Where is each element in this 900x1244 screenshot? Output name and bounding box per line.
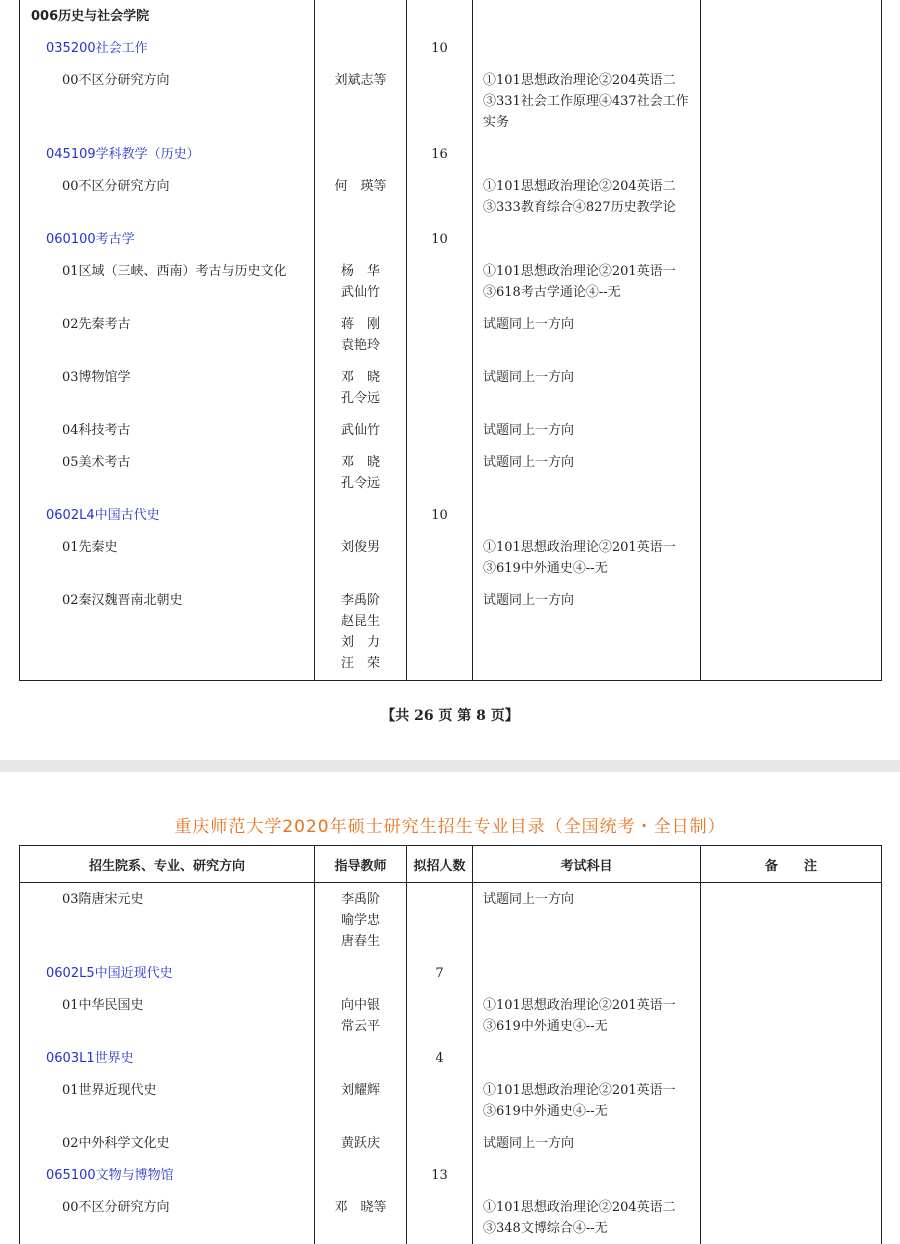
exam-subjects-cell bbox=[473, 308, 701, 361]
catalog-title: 重庆师范大学2020年硕士研究生招生专业目录（全国统考・全日制） bbox=[174, 817, 726, 837]
major-name: 0603L1世界史 bbox=[46, 1051, 134, 1066]
direction-name-cell bbox=[20, 64, 315, 138]
supervisor-names: 邓 晓 孔令远 bbox=[340, 370, 380, 406]
remarks-cell bbox=[701, 883, 882, 958]
remarks bbox=[701, 32, 881, 43]
remarks bbox=[701, 1042, 881, 1053]
planned-enrollment-cell bbox=[407, 308, 473, 361]
direction-name-cell bbox=[20, 883, 315, 958]
exam-subjects-cell bbox=[473, 138, 701, 170]
remarks-cell bbox=[701, 0, 882, 32]
exam-subjects-cell bbox=[473, 1159, 701, 1191]
planned-enrollment bbox=[407, 1074, 472, 1085]
supervisor-names: 刘斌志等 bbox=[334, 73, 387, 88]
exam-subjects-cell bbox=[473, 223, 701, 255]
supervisor-names: 何 瑛等 bbox=[334, 179, 387, 194]
remarks-cell bbox=[701, 32, 882, 64]
planned-enrollment-cell bbox=[407, 64, 473, 138]
direction-row bbox=[20, 308, 882, 361]
direction-row bbox=[20, 414, 882, 446]
remarks bbox=[701, 883, 881, 894]
major-row bbox=[20, 1159, 882, 1191]
exam-subjects-cell bbox=[473, 531, 701, 584]
direction-row bbox=[20, 989, 882, 1042]
department-row bbox=[20, 0, 882, 32]
major-name-cell bbox=[20, 223, 315, 255]
direction-row bbox=[20, 170, 882, 223]
header-remarks: 备 注 bbox=[701, 846, 882, 883]
supervisor-names: 邓 晓 孔令远 bbox=[340, 455, 380, 491]
remarks-cell bbox=[701, 1074, 882, 1127]
remarks-cell bbox=[701, 531, 882, 584]
planned-enrollment-cell bbox=[407, 499, 473, 531]
remarks bbox=[701, 170, 881, 181]
remarks bbox=[701, 989, 881, 1000]
direction-name-cell bbox=[20, 361, 315, 414]
exam-subjects-cell bbox=[473, 446, 701, 499]
remarks bbox=[701, 308, 881, 319]
direction-name: 01世界近现代史 bbox=[62, 1083, 157, 1098]
remarks bbox=[701, 0, 881, 11]
remarks-cell bbox=[701, 989, 882, 1042]
major-name-cell bbox=[20, 32, 315, 64]
planned-enrollment-cell bbox=[407, 989, 473, 1042]
exam-subjects bbox=[473, 223, 700, 234]
direction-name-cell bbox=[20, 446, 315, 499]
remarks bbox=[701, 1191, 881, 1202]
remarks-cell bbox=[701, 446, 882, 499]
remarks-cell bbox=[701, 308, 882, 361]
supervisor-names: 向中银 常云平 bbox=[340, 998, 380, 1034]
exam-subjects: ①101思想政治理论②201英语一③619中外通史④--无 bbox=[483, 1083, 676, 1119]
supervisor-names-cell bbox=[315, 1159, 407, 1191]
direction-row bbox=[20, 584, 882, 681]
supervisor-names: 刘耀辉 bbox=[340, 1083, 380, 1098]
department-name-cell bbox=[20, 0, 315, 32]
planned-enrollment-cell bbox=[407, 414, 473, 446]
exam-subjects-cell bbox=[473, 1127, 701, 1159]
exam-subjects bbox=[473, 957, 700, 968]
planned-enrollment-cell bbox=[407, 531, 473, 584]
direction-row bbox=[20, 64, 882, 138]
planned-enrollment bbox=[407, 584, 472, 596]
exam-subjects: ①101思想政治理论②201英语一③619中外通史④--无 bbox=[483, 540, 676, 576]
major-name: 060100考古学 bbox=[46, 232, 135, 247]
exam-subjects-cell bbox=[473, 255, 701, 308]
exam-subjects: ①101思想政治理论②204英语二③331社会工作原理④437社会工作实务 bbox=[483, 73, 689, 130]
remarks-cell bbox=[701, 170, 882, 223]
supervisor-names-cell bbox=[315, 531, 407, 584]
remarks-cell bbox=[701, 361, 882, 414]
exam-subjects bbox=[473, 499, 700, 510]
supervisor-names-cell bbox=[315, 0, 407, 32]
planned-enrollment bbox=[407, 531, 472, 542]
department-name: 006历史与社会学院 bbox=[31, 9, 150, 24]
direction-name: 01先秦史 bbox=[62, 540, 118, 555]
supervisor-names-cell bbox=[315, 223, 407, 255]
direction-name: 01中华民国史 bbox=[62, 998, 144, 1013]
direction-row bbox=[20, 361, 882, 414]
header-supervisor: 指导教师 bbox=[315, 846, 407, 883]
major-name: 0602L5中国近现代史 bbox=[46, 966, 173, 981]
major-name: 035200社会工作 bbox=[46, 41, 148, 56]
remarks-cell bbox=[701, 414, 882, 446]
exam-subjects: 试题同上一方向 bbox=[483, 423, 575, 438]
exam-subjects: ①101思想政治理论②201英语一③619中外通史④--无 bbox=[483, 998, 676, 1034]
planned-enrollment bbox=[407, 361, 472, 372]
exam-subjects: 试题同上一方向 bbox=[483, 370, 575, 385]
direction-row bbox=[20, 1191, 882, 1244]
major-name-cell bbox=[20, 1042, 315, 1074]
planned-enrollment-cell bbox=[407, 0, 473, 32]
supervisor-names: 武仙竹 bbox=[340, 423, 380, 438]
planned-enrollment bbox=[407, 0, 472, 11]
exam-subjects-cell bbox=[473, 1042, 701, 1074]
catalog-page-9 bbox=[0, 772, 900, 1244]
direction-name-cell bbox=[20, 308, 315, 361]
planned-enrollment bbox=[407, 1127, 472, 1138]
exam-subjects-cell bbox=[473, 414, 701, 446]
direction-name: 00不区分研究方向 bbox=[62, 1200, 170, 1215]
supervisor-names-cell bbox=[315, 1127, 407, 1159]
supervisor-names-cell bbox=[315, 1074, 407, 1127]
exam-subjects: 试题同上一方向 bbox=[483, 1136, 575, 1151]
exam-subjects-cell bbox=[473, 0, 701, 32]
exam-subjects bbox=[473, 138, 700, 149]
direction-row bbox=[20, 1127, 882, 1159]
header-exam-subjects: 考试科目 bbox=[473, 846, 701, 883]
exam-subjects bbox=[473, 0, 700, 11]
direction-name-cell bbox=[20, 170, 315, 223]
direction-name-cell bbox=[20, 255, 315, 308]
planned-enrollment bbox=[407, 64, 472, 75]
remarks-cell bbox=[701, 255, 882, 308]
exam-subjects: 试题同上一方向 bbox=[483, 892, 575, 907]
direction-name: 03博物馆学 bbox=[62, 370, 131, 385]
remarks bbox=[701, 584, 881, 596]
major-name-cell bbox=[20, 1159, 315, 1191]
supervisor-names bbox=[315, 0, 406, 11]
planned-enrollment-cell bbox=[407, 1074, 473, 1127]
exam-subjects-cell bbox=[473, 1191, 701, 1244]
supervisor-names-cell bbox=[315, 64, 407, 138]
page-indicator: 【共 26 页 第 8 页】 bbox=[381, 708, 519, 724]
planned-enrollment-cell bbox=[407, 1159, 473, 1191]
planned-enrollment: 16 bbox=[431, 147, 448, 162]
remarks-cell bbox=[701, 499, 882, 531]
planned-enrollment-cell bbox=[407, 255, 473, 308]
planned-enrollment bbox=[407, 308, 472, 319]
remarks bbox=[701, 414, 881, 425]
supervisor-names bbox=[315, 32, 406, 43]
planned-enrollment-cell bbox=[407, 1191, 473, 1244]
planned-enrollment-cell bbox=[407, 584, 473, 681]
planned-enrollment: 13 bbox=[431, 1168, 448, 1183]
direction-name: 03隋唐宋元史 bbox=[62, 892, 144, 907]
planned-enrollment bbox=[407, 1191, 472, 1202]
direction-name: 00不区分研究方向 bbox=[62, 179, 170, 194]
remarks-cell bbox=[701, 584, 882, 681]
major-name-cell bbox=[20, 138, 315, 170]
exam-subjects-cell bbox=[473, 1074, 701, 1127]
exam-subjects bbox=[473, 1159, 700, 1170]
exam-subjects: ①101思想政治理论②204英语二③333教育综合④827历史教学论 bbox=[483, 179, 676, 215]
remarks bbox=[701, 446, 881, 457]
direction-name: 00不区分研究方向 bbox=[62, 73, 170, 88]
supervisor-names bbox=[315, 223, 406, 234]
remarks bbox=[701, 64, 881, 75]
exam-subjects: 试题同上一方向 bbox=[483, 455, 575, 470]
direction-name-cell bbox=[20, 531, 315, 584]
supervisor-names-cell bbox=[315, 584, 407, 681]
remarks-cell bbox=[701, 1159, 882, 1191]
supervisor-names-cell bbox=[315, 308, 407, 361]
exam-subjects-cell bbox=[473, 957, 701, 989]
planned-enrollment-cell bbox=[407, 883, 473, 958]
direction-row bbox=[20, 255, 882, 308]
supervisor-names bbox=[315, 499, 406, 510]
header-planned-enrollment: 拟招人数 bbox=[407, 846, 473, 883]
planned-enrollment-cell bbox=[407, 223, 473, 255]
supervisor-names-cell bbox=[315, 414, 407, 446]
major-name: 0602L4中国古代史 bbox=[46, 508, 160, 523]
exam-subjects-cell bbox=[473, 170, 701, 223]
exam-subjects-cell bbox=[473, 989, 701, 1042]
remarks-cell bbox=[701, 1191, 882, 1244]
direction-name-cell bbox=[20, 1074, 315, 1127]
planned-enrollment bbox=[407, 883, 472, 894]
supervisor-names bbox=[315, 957, 406, 968]
exam-subjects-cell bbox=[473, 499, 701, 531]
planned-enrollment: 10 bbox=[431, 232, 448, 247]
remarks-cell bbox=[701, 957, 882, 989]
exam-subjects-cell bbox=[473, 64, 701, 138]
direction-name: 01区域（三峡、西南）考古与历史文化 bbox=[62, 264, 287, 279]
supervisor-names-cell bbox=[315, 255, 407, 308]
supervisor-names-cell bbox=[315, 989, 407, 1042]
major-name: 065100文物与博物馆 bbox=[46, 1168, 174, 1183]
remarks-cell bbox=[701, 1127, 882, 1159]
planned-enrollment bbox=[407, 989, 472, 1000]
major-row bbox=[20, 32, 882, 64]
remarks bbox=[701, 138, 881, 149]
remarks-cell bbox=[701, 64, 882, 138]
remarks bbox=[701, 223, 881, 234]
supervisor-names-cell bbox=[315, 170, 407, 223]
direction-row bbox=[20, 883, 882, 958]
major-name: 045109学科教学（历史） bbox=[46, 147, 200, 162]
planned-enrollment: 7 bbox=[435, 966, 444, 981]
direction-name-cell bbox=[20, 584, 315, 681]
planned-enrollment: 4 bbox=[435, 1051, 444, 1066]
planned-enrollment-cell bbox=[407, 446, 473, 499]
planned-enrollment bbox=[407, 414, 472, 425]
supervisor-names: 黄跃庆 bbox=[340, 1136, 380, 1151]
direction-name: 02先秦考古 bbox=[62, 317, 131, 332]
supervisor-names-cell bbox=[315, 499, 407, 531]
direction-name: 04科技考古 bbox=[62, 423, 131, 438]
planned-enrollment-cell bbox=[407, 32, 473, 64]
exam-subjects-cell bbox=[473, 584, 701, 681]
supervisor-names-cell bbox=[315, 1042, 407, 1074]
major-row bbox=[20, 499, 882, 531]
planned-enrollment-cell bbox=[407, 138, 473, 170]
supervisor-names-cell bbox=[315, 883, 407, 958]
supervisor-names-cell bbox=[315, 361, 407, 414]
major-name-cell bbox=[20, 499, 315, 531]
exam-subjects-cell bbox=[473, 361, 701, 414]
planned-enrollment-cell bbox=[407, 1127, 473, 1159]
remarks bbox=[701, 1159, 881, 1170]
planned-enrollment-cell bbox=[407, 957, 473, 989]
major-row bbox=[20, 1042, 882, 1074]
direction-name-cell bbox=[20, 989, 315, 1042]
supervisor-names: 邓 晓等 bbox=[334, 1200, 387, 1215]
supervisor-names bbox=[315, 138, 406, 149]
exam-subjects: 试题同上一方向 bbox=[483, 593, 575, 608]
page-separator bbox=[0, 760, 900, 772]
planned-enrollment bbox=[407, 170, 472, 181]
major-row bbox=[20, 957, 882, 989]
remarks bbox=[701, 531, 881, 542]
remarks-cell bbox=[701, 138, 882, 170]
supervisor-names: 刘俊男 bbox=[340, 540, 380, 555]
major-row bbox=[20, 138, 882, 170]
supervisor-names: 蒋 刚 袁艳玲 bbox=[340, 317, 380, 353]
remarks bbox=[701, 1127, 881, 1138]
major-name-cell bbox=[20, 957, 315, 989]
direction-name-cell bbox=[20, 414, 315, 446]
direction-name: 02秦汉魏晋南北朝史 bbox=[62, 593, 183, 608]
remarks bbox=[701, 255, 881, 266]
planned-enrollment: 10 bbox=[431, 508, 448, 523]
supervisor-names-cell bbox=[315, 446, 407, 499]
remarks bbox=[701, 957, 881, 968]
header-department-major-direction: 招生院系、专业、研究方向 bbox=[20, 846, 315, 883]
direction-name: 02中外科学文化史 bbox=[62, 1136, 170, 1151]
planned-enrollment bbox=[407, 255, 472, 266]
supervisor-names bbox=[315, 1042, 406, 1053]
supervisor-names: 杨 华 武仙竹 bbox=[340, 264, 380, 300]
supervisor-names-cell bbox=[315, 1191, 407, 1244]
supervisor-names bbox=[315, 1159, 406, 1170]
exam-subjects: 试题同上一方向 bbox=[483, 317, 575, 332]
direction-row bbox=[20, 531, 882, 584]
major-row bbox=[20, 223, 882, 255]
direction-name-cell bbox=[20, 1191, 315, 1244]
supervisor-names-cell bbox=[315, 957, 407, 989]
planned-enrollment-cell bbox=[407, 361, 473, 414]
exam-subjects bbox=[473, 1042, 700, 1053]
direction-name: 05美术考古 bbox=[62, 455, 131, 470]
planned-enrollment bbox=[407, 446, 472, 457]
remarks bbox=[701, 1074, 881, 1085]
supervisor-names-cell bbox=[315, 32, 407, 64]
supervisor-names: 李禹阶 赵昆生 刘 力 汪 荣 bbox=[340, 593, 380, 671]
direction-name-cell bbox=[20, 1127, 315, 1159]
catalog-table-continued bbox=[19, 0, 882, 681]
exam-subjects-cell bbox=[473, 883, 701, 958]
supervisor-names: 李禹阶 喻学忠 唐春生 bbox=[340, 892, 380, 949]
remarks-cell bbox=[701, 223, 882, 255]
exam-subjects-cell bbox=[473, 32, 701, 64]
direction-row bbox=[20, 1074, 882, 1127]
table-header-row bbox=[20, 846, 882, 883]
planned-enrollment-cell bbox=[407, 170, 473, 223]
exam-subjects: ①101思想政治理论②204英语二③348文博综合④--无 bbox=[483, 1200, 676, 1236]
direction-row bbox=[20, 446, 882, 499]
remarks-cell bbox=[701, 1042, 882, 1074]
remarks bbox=[701, 361, 881, 372]
catalog-table bbox=[19, 845, 882, 1244]
exam-subjects: ①101思想政治理论②201英语一③618考古学通论④--无 bbox=[483, 264, 676, 300]
planned-enrollment: 10 bbox=[431, 41, 448, 56]
exam-subjects bbox=[473, 32, 700, 43]
remarks bbox=[701, 499, 881, 510]
supervisor-names-cell bbox=[315, 138, 407, 170]
planned-enrollment-cell bbox=[407, 1042, 473, 1074]
